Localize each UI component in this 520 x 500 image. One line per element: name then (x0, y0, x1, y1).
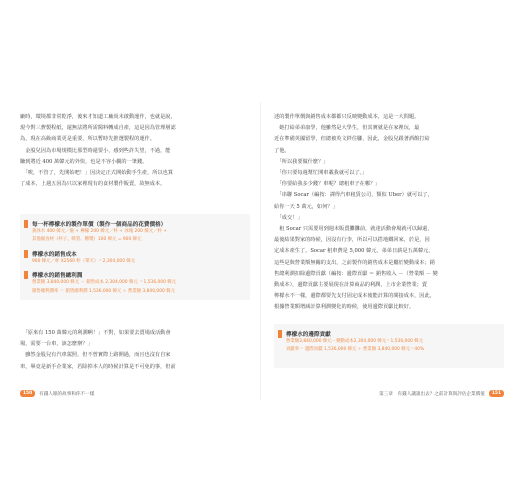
page-number: 150 (20, 390, 35, 397)
box-section-unit-price (24, 220, 244, 245)
paragraph-line: 檸檬水不一樣，邊際都要先支付固定成本後能計算的間接成本，因此， (274, 293, 435, 300)
orange-marker (24, 250, 28, 258)
box-section-title: 檸檬水的銷售總利潤 (32, 273, 83, 280)
paragraph-line: 動成本），邊際貢獻主要展現在計算商品的利潤，上市企業營業；賣 (274, 282, 428, 289)
paragraph-line: 了成本，上週五因為只以家裡現有的食材製作販賣，故無成本。 (20, 181, 166, 188)
paragraph-line: 了他。 (274, 147, 290, 154)
paragraph-line: 她打給弟弟康學，他雖然是大學生，但其實就是在家裡玩，最 (274, 125, 420, 132)
paragraph-line: 金股兒因為市場規模比那型時還要小，感到些許失望，不過，能 (20, 147, 171, 154)
paragraph-line: 「唉，不管了，先開始吧！」因決定正式開始動手生產，所以也算 (20, 170, 174, 177)
cost-calculation-box (20, 214, 250, 300)
left-bottom-text (20, 328, 250, 373)
box-section-title: 檸檬水的邊際貢獻 (286, 332, 331, 338)
paragraph-line: 「所以我要做什麼？」 (274, 158, 329, 165)
gutter (260, 102, 261, 400)
box-line: 其他副食材（杯子、吸管、糖漿）100 韓元 = 900 韓元 (32, 237, 142, 243)
paragraph-line: 售總利潤扣除邊際貢獻（編按：邊際貢獻 ＝ 銷售收入 －（營業額 － 變 (274, 270, 438, 277)
paragraph-line: 這些是與營業額無關的支出，之前製作的銷售成本是屬於變動成本；銷 (274, 259, 435, 266)
box-section-title: 每一杯檸檬水的製作單價（製作一個商品的花費價格） (32, 222, 167, 228)
left-page (20, 102, 250, 400)
left-footer (20, 390, 94, 397)
box-section-title: 檸檬水的銷售成本 (32, 251, 77, 258)
paragraph-line: 給你一天 5 萬元，如何？」 (274, 203, 338, 210)
left-top-text (20, 112, 250, 190)
running-title: 有錢人眼的故事和你不一樣 (39, 391, 95, 397)
paragraph-line: 車，畢竟是新手企業家，若除掉本人的時候計算是不可免的事，但前 (20, 363, 176, 370)
paragraph-line: 廠時，環境都非常乾淨，後來才知道工廠尚未啟動運作，也就是說， (20, 114, 176, 120)
paragraph-line: 賺到將近 400 萬韓元的外快，也是不容小覷的一筆錢。 (20, 158, 148, 165)
paragraph-line: 雖然金股兒有汽車駕照，但不曾實際上路開過，而且也沒有自家 (20, 352, 171, 359)
paragraph-line: 租 Socar 只需要用到週末販賣攤攤前，就達活動會場就可以歸還， (274, 226, 433, 233)
paragraph-line: 最後結果對家的時候，因沒有行李，所以可以搭地鐵回家，於是，因 (274, 237, 430, 244)
book-spread (12, 102, 508, 400)
orange-marker (278, 330, 282, 338)
paragraph-line: 述的製作單價與銷售成本都都只反映變動成本，這是一大問題。 (274, 114, 420, 120)
box-section-sales-cost (24, 250, 244, 266)
marginal-contribution-box (274, 324, 504, 368)
paragraph-line: 根據營業額增減計算利潤變化的時候，使用邊際貢獻比較好。 (274, 304, 415, 311)
right-page (274, 102, 504, 400)
paragraph-line: 「你要給我多少錢？車呢？總租車子在哪？」 (274, 181, 381, 188)
paragraph-line: 定成本產生了。Socar 租車費是 5,000 韓元，弟弟日薪是五萬韓元， (274, 248, 434, 255)
orange-marker (24, 271, 28, 279)
paragraph-line: 場，需要一台車，該怎麼辦？」 (20, 341, 93, 348)
paragraph-line: 為，現在高級商業更是重要，所以暫時先推選製程的運作。 (20, 136, 155, 143)
box-section-gross-profit (24, 271, 244, 296)
box-section-marginal-contribution (278, 330, 498, 355)
paragraph-line: 「成交！」 (274, 214, 303, 221)
paragraph-line: 「你只要每週幫忙開車載我就可以了。」 (274, 170, 368, 177)
paragraph-line: 「原來有 150 萬韓元的利潤啊！」不對，如果要去賣場成活動會 (20, 330, 171, 336)
right-footer (379, 390, 504, 397)
page-number: 151 (489, 390, 504, 397)
box-line: 銷售總利潤率 ＝ 銷售總利潤 1,536,000 韓元 ÷ 營業額 3,840,000 韓元 (32, 288, 175, 294)
paragraph-line: 現今對三費製程紙，還無法將所需醫料轉成自產，這是因為管理層認 (20, 125, 176, 132)
paragraph-line: 近在準備英國留學，但總被英文絆住腳，因此，金股兒跟著酒館打給 (274, 136, 430, 143)
box-line: 營業額3,840,000 韓元－變動成本2,304,000 韓元＝1,536,000 韓元 (286, 339, 424, 344)
chapter-title: 第三章 有錢人讓誰出去？之前計算與評估企業價值 (379, 391, 485, 397)
orange-marker (24, 220, 28, 228)
box-line: 營業額 3,840,000 韓元 － 銷售成本 2,304,000 韓元 ＝1,536,000 韓元 (32, 280, 177, 286)
right-top-text (274, 112, 504, 314)
paragraph-line: 「串聯 Socar（編按：譯得汽車租賃公司，類似 Uber）就可以了， (274, 192, 433, 199)
box-line: 貢獻率＝ 邊際貢獻 1,536,000 韓元 ÷ 營業額 3,840,000 韓元＝40% (286, 347, 425, 353)
box-line: 黃冰水 400 韓元／瓶 + 檸檬 200 韓元／杯 + 冰塊 200 韓元／杯 + (32, 229, 167, 234)
box-line: 900 韓元／杯 X2560 杯（單天）＝2,304,000 韓元 (32, 258, 136, 264)
